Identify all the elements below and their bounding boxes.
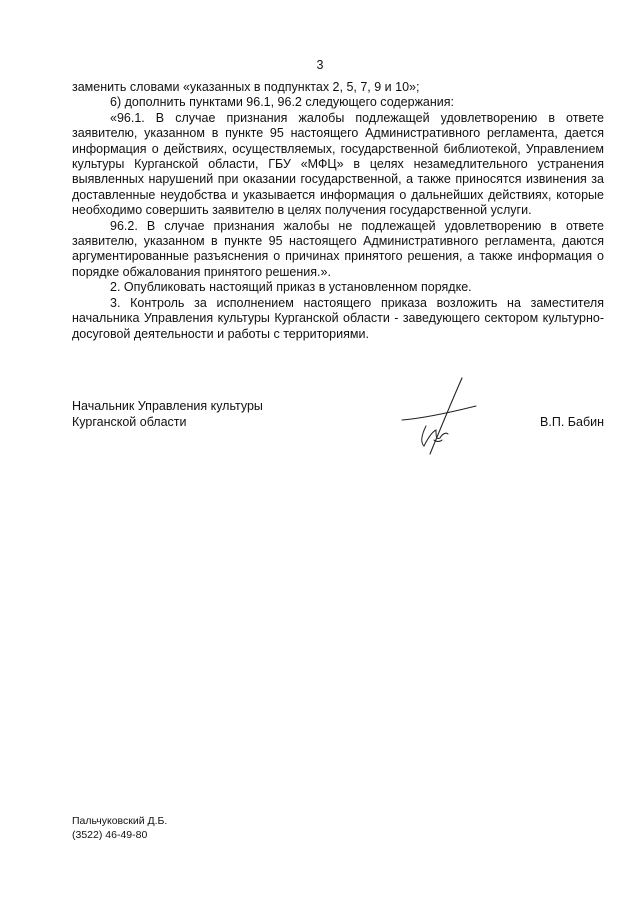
paragraph-replace-words: заменить словами «указанных в подпунктах 2, 5, 7, 9 и 10»; (72, 80, 420, 94)
executor-phone: (3522) 46-49-80 (72, 829, 148, 841)
executor-name: Пальчуковский Д.Б. (72, 815, 168, 827)
signatory-position (72, 399, 263, 430)
paragraph-control: 3. Контроль за исполнением настоящего приказа возложить на заместителя начальника Управления культуры Курганской области - заведующего сектором культурно-досуговой деятельности и работы с территориями. (72, 295, 604, 341)
page-number: 3 (316, 58, 324, 72)
paragraph-96-1: «96.1. В случае признания жалобы подлежащей удовлетворению в ответе заявителю, указанном в пункте 95 настоящего Административного регламента, дается информация о действиях, осуществляемых, государственной библиотекой, Управлением культуры Курганской области, ГБУ «МФЦ» в целях незамедлительного устранения выявленных нарушений при оказании государственной, а также приносятся извинения за доставленные неудобства и указывается информация о дальнейших действиях, которые необходимо совершить заявителю в целях получения государственной услуги. (72, 110, 604, 218)
document-body (72, 80, 604, 342)
signatory-name: В.П. Бабин (540, 415, 604, 429)
paragraph-96-2: 96.2. В случае признания жалобы не подлежащей удовлетворению в ответе заявителю, указанном в пункте 95 настоящего Административного регламента, даются аргументированные разъяснения о причинах принятого решения, а также информация о порядке обжалования принятого решения.». (72, 218, 604, 279)
paragraph-item-6: 6) дополнить пунктами 96.1, 96.2 следующего содержания: (110, 95, 455, 110)
signatory-position-line2: Курганской области (72, 414, 187, 429)
signatory-position-line1: Начальник Управления культуры (72, 399, 263, 413)
executor-info (72, 814, 167, 842)
handwritten-signature (396, 376, 486, 458)
paragraph-publish: 2. Опубликовать настоящий приказ в установленном порядке. (110, 280, 472, 295)
